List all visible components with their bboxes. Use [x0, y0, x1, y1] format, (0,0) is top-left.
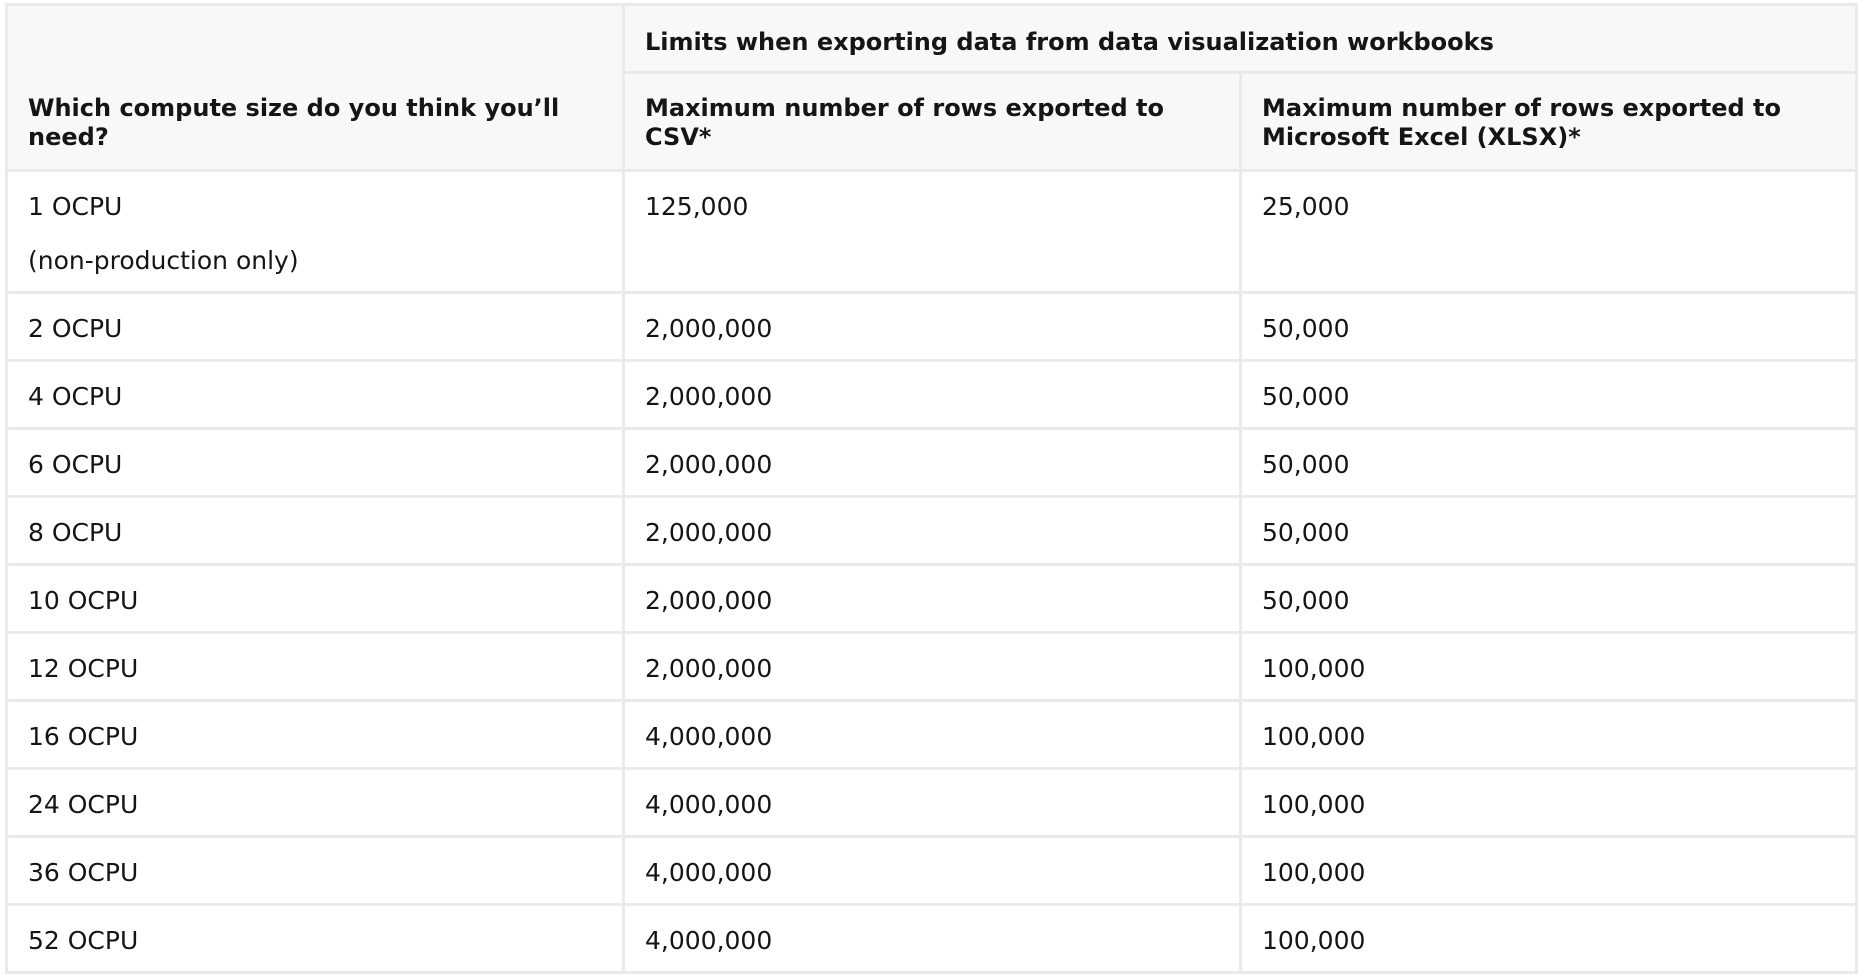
- csv-limit-cell: 2,000,000: [624, 497, 1241, 565]
- csv-limit-cell: 2,000,000: [624, 361, 1241, 429]
- xlsx-limit-cell: 50,000: [1241, 565, 1857, 633]
- xlsx-limit-cell: 100,000: [1241, 905, 1857, 973]
- csv-limit-cell: 2,000,000: [624, 633, 1241, 701]
- header-row-group: [7, 5, 1857, 73]
- table-row: [7, 905, 1857, 973]
- header-xlsx-max-rows: Maximum number of rows exported to Microsoft Excel (XLSX)*: [1241, 73, 1857, 171]
- header-csv-max-rows: Maximum number of rows exported to CSV*: [624, 73, 1241, 171]
- csv-limit-cell: 4,000,000: [624, 905, 1241, 973]
- compute-size-cell: 12 OCPU: [7, 633, 624, 701]
- csv-limit-cell: 2,000,000: [624, 565, 1241, 633]
- compute-size-cell: 16 OCPU: [7, 701, 624, 769]
- table-row: [7, 633, 1857, 701]
- xlsx-limit-cell: 50,000: [1241, 293, 1857, 361]
- table-header: [7, 5, 1857, 171]
- compute-size-cell: 8 OCPU: [7, 497, 624, 565]
- compute-size-cell: [7, 171, 624, 293]
- compute-size-note: (non-production only): [28, 246, 299, 275]
- csv-limit-cell: 4,000,000: [624, 769, 1241, 837]
- export-limits-table-container: [5, 3, 1855, 974]
- table-row: [7, 769, 1857, 837]
- xlsx-limit-cell: 100,000: [1241, 701, 1857, 769]
- xlsx-limit-cell: 100,000: [1241, 837, 1857, 905]
- table-row: [7, 171, 1857, 293]
- compute-size-value: 1 OCPU: [28, 192, 123, 221]
- compute-size-cell: 36 OCPU: [7, 837, 624, 905]
- csv-limit-cell: 2,000,000: [624, 293, 1241, 361]
- xlsx-limit-cell: 100,000: [1241, 633, 1857, 701]
- xlsx-limit-cell: 100,000: [1241, 769, 1857, 837]
- xlsx-limit-cell: 50,000: [1241, 429, 1857, 497]
- csv-limit-cell: 4,000,000: [624, 837, 1241, 905]
- table-row: [7, 293, 1857, 361]
- compute-size-cell: 52 OCPU: [7, 905, 624, 973]
- xlsx-limit-cell: 50,000: [1241, 497, 1857, 565]
- table-row: [7, 837, 1857, 905]
- header-export-limits-group: Limits when exporting data from data visualization workbooks: [624, 5, 1857, 73]
- csv-limit-cell: 125,000: [624, 171, 1241, 293]
- compute-size-cell: 10 OCPU: [7, 565, 624, 633]
- csv-limit-cell: 4,000,000: [624, 701, 1241, 769]
- table-row: [7, 701, 1857, 769]
- table-row: [7, 361, 1857, 429]
- compute-size-cell: 6 OCPU: [7, 429, 624, 497]
- csv-limit-cell: 2,000,000: [624, 429, 1241, 497]
- xlsx-limit-cell: 50,000: [1241, 361, 1857, 429]
- table-row: [7, 429, 1857, 497]
- compute-size-cell: 2 OCPU: [7, 293, 624, 361]
- table-body: [7, 171, 1857, 973]
- compute-size-cell: 24 OCPU: [7, 769, 624, 837]
- header-compute-size: Which compute size do you think you’ll need?: [7, 5, 624, 171]
- export-limits-table: [5, 3, 1858, 974]
- table-row: [7, 565, 1857, 633]
- xlsx-limit-cell: 25,000: [1241, 171, 1857, 293]
- compute-size-cell: 4 OCPU: [7, 361, 624, 429]
- table-row: [7, 497, 1857, 565]
